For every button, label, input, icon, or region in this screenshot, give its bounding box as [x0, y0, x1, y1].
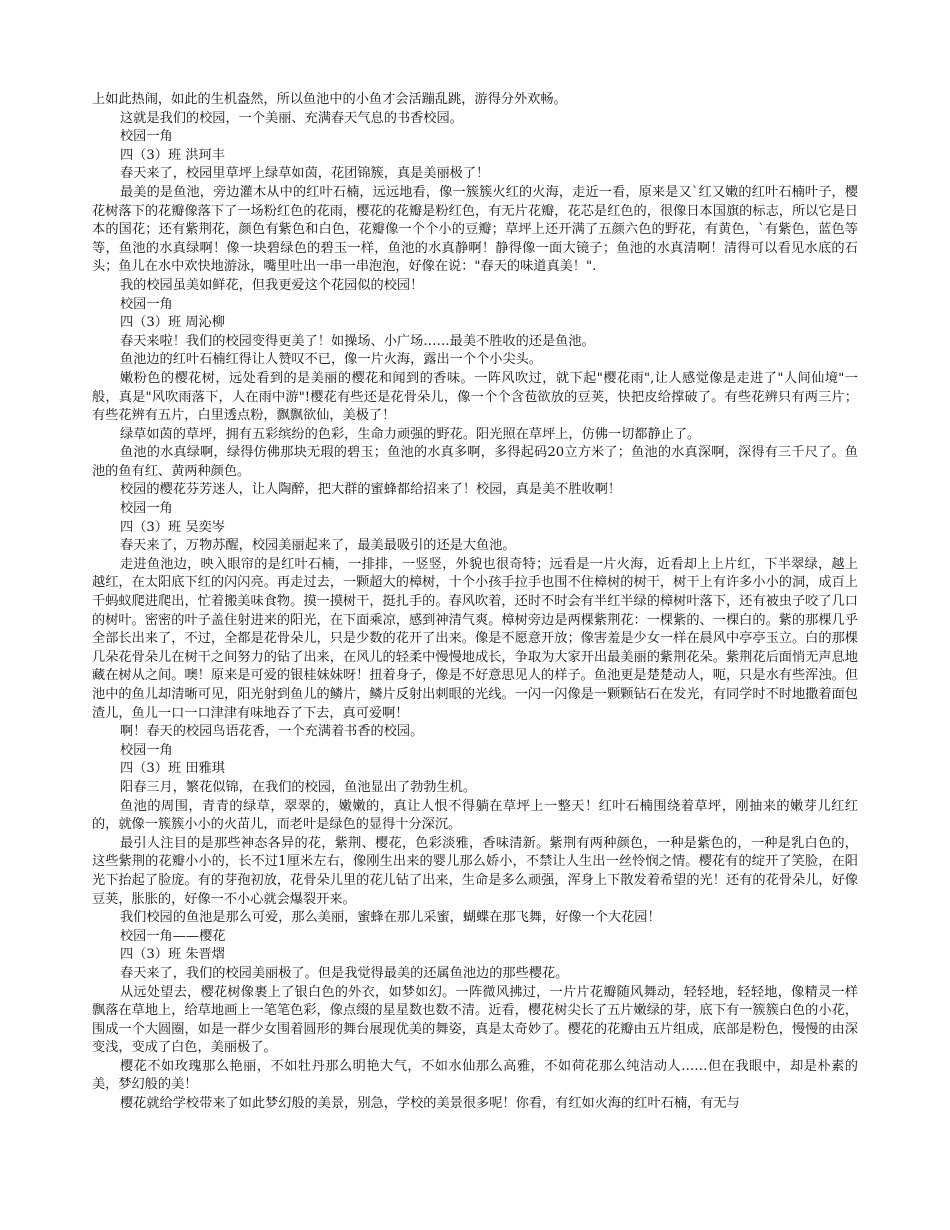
essay-title: 校园一角——樱花 — [120, 928, 226, 944]
paragraph: 鱼池的周围，青青的绿草，翠翠的，嫩嫩的，真让人恨不得躺在草坪上一整天！红叶石楠围绕着草坪，刚抽来的嫩芽儿红红的，就像一簇簇小小的火苗儿，而老叶是绿色的显得十分深沉。 — [92, 798, 858, 833]
paragraph: 嫩粉色的樱花树，远处看到的是美丽的樱花和闻到的香味。一阵风吹过，就下起"樱花雨",让人感觉像是走进了"人间仙境"一般，真是"风吹雨落下，人在雨中游"!樱花有些还是花骨朵儿，像一个个含苞欲放的豆荚，快把皮给撑破了。有些花辨只有两三片； 有些花辨有五片，白里透点粉，飘飘欲仙，美极了！ — [92, 370, 858, 424]
paragraph: 绿草如茵的草坪，拥有五彩缤纷的色彩，生命力顽强的野花。阳光照在草坪上，仿佛一切都静止了。 — [120, 426, 701, 442]
essay-author: 四（3）班 朱晋熠 — [120, 947, 225, 963]
paragraph: 我的校园虽美如鲜花，但我更爱这个花园似的校园！ — [120, 277, 424, 293]
paragraph: 校园的樱花芬芳迷人，让人陶醉，把大群的蜜蜂都给招来了！校园，真是美不胜收啊！ — [120, 482, 622, 498]
paragraph: 鱼池的水真绿啊，绿得仿佛那块无瑕的碧玉；鱼池的水真多啊，多得起码20立方米了；鱼池的水真深啊，深得有三千尺了。鱼池的鱼有红、黄两种颜色。 — [92, 445, 858, 479]
essay-title: 校园一角 — [120, 296, 173, 312]
essay-author: 四（3）班 田雅琪 — [120, 761, 225, 777]
paragraph: 春天来啦！我们的校园变得更美了！如操场、小广场……最美不胜收的还是鱼池。 — [120, 333, 595, 349]
paragraph: 鱼池边的红叶石楠红得让人赞叹不已，像一片火海，露出一个个小尖头。 — [120, 352, 542, 368]
essay-author: 四（3）班 洪珂丰 — [120, 147, 225, 163]
paragraph: 上如此热闹，如此的生机盎然，所以鱼池中的小鱼才会活蹦乱跳，游得分外欢畅。 — [92, 92, 567, 107]
essay-title: 校园一角 — [120, 129, 173, 145]
paragraph: 最美的是鱼池，旁边灌木从中的红叶石楠，远远地看，像一簇簇火红的火海，走近一看，原来是又`红又嫩的红叶石楠叶子，樱花树落下的花瓣像落下了一场粉红色的花雨，樱花的花瓣是粉红色，有无片花瓣，花芯是红色的，很像日本国旗的标志，所以它是日本的国花；还有紫荆花，颜色有紫色和白色，花瓣像一个个小的豆瓣；草坪上还开满了五颜六色的野花，有黄色，`有紫色，蓝色等等，鱼池的水真绿啊！像一块碧绿色的碧玉一样，鱼池的水真静啊！静得像一面大镜子；鱼池的水真清啊！清得可以看见水底的石头；鱼儿在水中欢快地游泳，嘴里吐出一串一串泡泡，好像在说："春天的味道真美！". — [92, 184, 858, 275]
essay-author: 四（3）班 周沁柳 — [120, 315, 225, 331]
paragraph: 从远处望去，樱花树像裹上了银白色的外衣，如梦如幻。一阵微风拂过，一片片花瓣随风舞动，轻轻地，轻轻地，像精灵一样飘落在草地上，给草地画上一笔笔色彩，像点缀的星星数也数不清。近看，樱花树尖长了五片嫩绿的芽，底下有一簇簇白色的小花，围成一个大圆圈，如是一群少女围着圆形的舞台展现优美的舞姿，真是太奇妙了。樱花的花瓣由五片组成，底部是粉色，慢慢的由深变浅，变成了白色，美丽极了。 — [92, 984, 858, 1056]
paragraph: 啊！春天的校园鸟语花香，一个充满着书香的校园。 — [120, 724, 424, 740]
paragraph: 走进鱼池边，映入眼帘的是红叶石楠，一排排，一竖竖，外貌也很奇特；远看是一片火海，近看却上上片红，下半翠绿，越上越红，在太阳底下红的闪闪亮。再走过去，一颗超大的樟树，十个小孩手拉手也围不住樟树的树干，树干上有许多小小的洞，成百上千蚂蚁爬进爬出，忙着搬美味食物。摸一摸树干，挺扎手的。春风吹着，还时不时会有半红半绿的樟树叶落下，还有被虫子咬了几口的树叶。密密的叶子盖住射进来的阳光，在下面乘凉，感到神清气爽。樟树旁边是两棵紫荆花：一棵紫的、一棵白的。紫的那棵几乎全部长出来了，不过，全都是花骨朵儿，只是少数的花开了出来。像是不愿意开放；像害羞是少女一样在晨风中亭亭玉立。白的那棵几朵花骨朵儿在树干之间努力的钻了出来，在风儿的轻柔中慢慢地成长，争取为大家开出最美丽的紫荆花朵。紫荆花后面悄无声息地藏在树从之间。噢！原来是可爱的银桂妹妹呀！扭着身子，像是不好意思见人的样子。鱼池更是楚楚动人，呃，只是水有些浑浊。但池中的鱼儿却清晰可见，阳光射到鱼儿的鳞片，鳞片反射出刺眼的光线。一闪一闪像是一颗颗钻石在发光，有同学时不时地撒着面包渣儿，鱼儿一口一口津津有味地吞了下去，真可爱啊！ — [92, 556, 858, 721]
paragraph: 樱花就给学校带来了如此梦幻般的美景，别急，学校的美景很多呢！你看，有红如火海的红叶石楠，有无与 — [120, 1096, 740, 1112]
paragraph: 春天来了，我们的校园美丽极了。但是我觉得最美的还属鱼池边的那些樱花。 — [120, 965, 569, 981]
paragraph: 春天来了，万物苏醒，校园美丽起来了，最美最吸引的还是大鱼池。 — [120, 538, 516, 554]
essay-title: 校园一角 — [120, 742, 173, 758]
paragraph: 阳春三月，繁花似锦，在我们的校园，鱼池显出了勃勃生机。 — [120, 779, 477, 795]
essay-title: 校园一角 — [120, 501, 173, 517]
paragraph: 樱花不如玫瑰那么艳丽，不如牡丹那么明艳大气，不如水仙那么高雅，不如荷花那么纯洁动人……但在我眼中，却是朴素的美，梦幻般的美！ — [92, 1058, 858, 1093]
paragraph: 我们校园的鱼池是那么可爱，那么美丽，蜜蜂在那儿采蜜，蝴蝶在那飞舞，好像一个大花园！ — [120, 910, 661, 926]
paragraph: 春天来了，校园里草坪上绿草如茵，花团锦簇，真是美丽极了！ — [120, 166, 490, 182]
paragraph: 这就是我们的校园，一个美丽、充满春天气息的书香校园。 — [120, 110, 463, 126]
paragraph: 最引人注目的是那些神态各异的花，紫荆、樱花，色彩淡雅，香味清新。紫荆有两种颜色，一种是紫色的，一种是乳白色的，这些紫荆的花瓣小小的，长不过1厘米左右，像刚生出来的婴儿那么娇小，不禁让人生出一丝怜悯之情。樱花有的绽开了笑脸，在阳光下抬起了脸庞。有的芽孢初放，花骨朵儿里的花儿钻了出来，生命是多么顽强，浑身上下散发着希望的光！还有的花骨朵儿，好像豆荚，胀胀的，好像一不小心就会爆裂开来。 — [92, 835, 858, 907]
essay-author: 四（3）班 吴奕岑 — [120, 519, 225, 535]
